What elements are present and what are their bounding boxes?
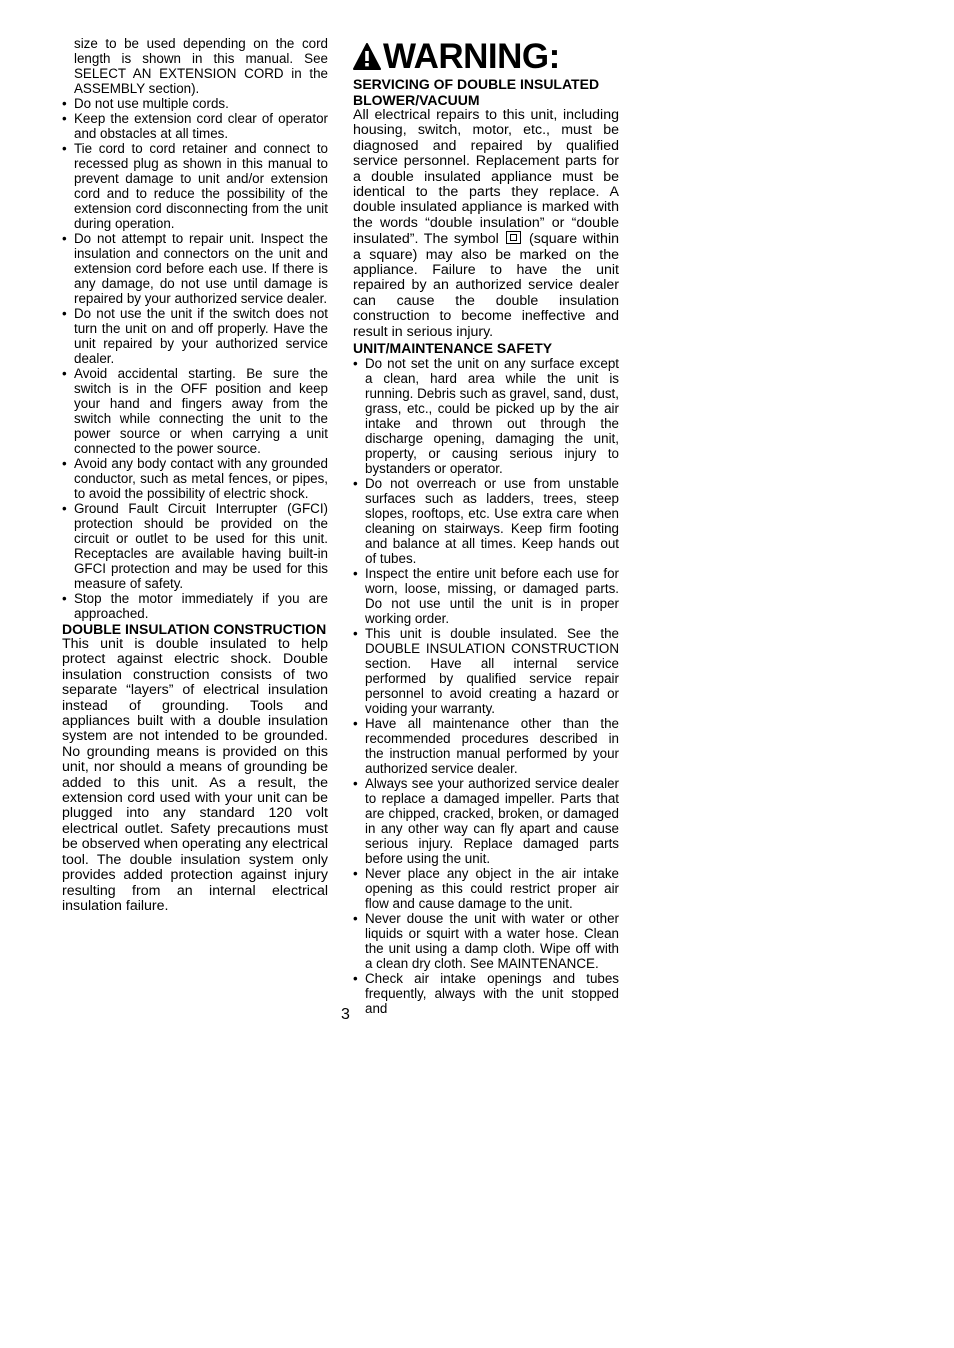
- list-item: • Inspect the entire unit before each use for worn, loose, missing, or damaged parts. Do not use until the unit is in proper working order.: [353, 566, 619, 626]
- right-column: [353, 36, 619, 1016]
- double-insulation-paragraph: This unit is double insulated to help protect against electric shock. Double insulation construction consists of two separate “layers” of electrical insulation instead of grounding. Tools and appliances built with a double insulation system are not intended to be grounded. No grounding means is provided on this unit, nor should a means of grounding be added to this unit. As a result, the extension cord used with your unit can be plugged into any standard 120 volt electrical outlet. Safety precautions must be observed when operating any electrical tool. The double insulation system only provides added protection against injury resulting from an internal electrical insulation failure.: [62, 636, 328, 914]
- list-item: • Do not use multiple cords.: [62, 96, 328, 111]
- list-item: • Have all maintenance other than the recommended procedures described in the instruction manual performed by your authorized service dealer.: [353, 716, 619, 776]
- list-item: • Check air intake openings and tubes frequently, always with the unit stopped and: [353, 971, 619, 1016]
- list-item: • Tie cord to cord retainer and connect to recessed plug as shown in this manual to prevent damage to unit and/or extension cord and to reduce the possibility of the extension cord disconnecting from the unit during operation.: [62, 141, 328, 231]
- list-item: • Never douse the unit with water or other liquids or squirt with a water hose. Clean the unit using a damp cloth. Wipe off with a clean dry cloth. See MAINTENANCE.: [353, 911, 619, 971]
- maintenance-bullet-list: [353, 356, 619, 1016]
- list-item: • Do not set the unit on any surface except a clean, hard area while the unit is running. Debris such as gravel, sand, dust, grass, etc., could be picked up by the air intake and thrown out through the discharge opening, damaging the unit, property, or causing serious injury to bystanders or operator.: [353, 356, 619, 476]
- warning-triangle-icon: [353, 43, 381, 71]
- list-item: • Do not use the unit if the switch does not turn the unit on and off properly. Have the unit repaired by your authorized service dealer.: [62, 306, 328, 366]
- list-item: • Do not attempt to repair unit. Inspect the insulation and connectors on the unit and extension cord before each use. If there is any damage, do not use until damage is repaired by your authorized service dealer.: [62, 231, 328, 306]
- list-item: • Stop the motor immediately if you are approached.: [62, 591, 328, 621]
- servicing-heading: SERVICING OF DOUBLE INSULATED BLOWER/VACUUM: [353, 76, 600, 108]
- maintenance-heading: UNIT/MAINTENANCE SAFETY: [353, 340, 553, 357]
- list-item: • This unit is double insulated. See the DOUBLE INSULATION CONSTRUCTION section. Have all internal service performed by qualified service repair personnel to avoid creating a hazard or voiding your warranty.: [353, 626, 619, 716]
- list-item: • Ground Fault Circuit Interrupter (GFCI) protection should be provided on the circuit or outlet to be used for this unit. Receptacles are available having built-in GFCI protection and may be used for this measure of safety.: [62, 501, 328, 591]
- list-item: • Always see your authorized service dealer to replace a damaged impeller. Parts that are chipped, cracked, broken, or damaged in any other way can fly apart and cause serious injury. Replace damaged parts before using the unit.: [353, 776, 619, 866]
- servicing-text-part1: All electrical repairs to this unit, including housing, switch, motor, etc., must be diagnosed and repaired by qualified service personnel. Replacement parts for a double insulated appliance must be identical to the parts they replace. A double insulated appliance is marked with the words “double insulation” or “double insulated”. The symbol: [353, 107, 619, 248]
- warning-title: WARNING:: [383, 37, 560, 76]
- page-number: 3: [341, 1006, 350, 1023]
- servicing-paragraph: [353, 108, 619, 340]
- list-item: • Keep the extension cord clear of operator and obstacles at all times.: [62, 111, 328, 141]
- double-insulation-symbol-icon: [506, 231, 521, 244]
- servicing-text-part2: (square within a square) may also be marked on the appliance. Failure to have the unit repaired by an authorized service dealer can cause the double insulation construction to become ineffective and result in serious injury.: [353, 231, 619, 340]
- warning-header: [353, 38, 619, 76]
- left-bullet-list: [62, 96, 328, 621]
- list-item: • Do not overreach or use from unstable surfaces such as ladders, trees, steep slopes, rooftops, etc. Use extra care when cleaning on stairways. Keep firm footing and balance at all times. Keep hands out of tubes.: [353, 476, 619, 566]
- list-item: • Avoid accidental starting. Be sure the switch is in the OFF position and keep your hand and fingers away from the switch while connecting the unit to the power source or when carrying a unit connected to the power source.: [62, 366, 328, 456]
- list-item: • Never place any object in the air intake opening as this could restrict proper air flow and cause damage to the unit.: [353, 866, 619, 911]
- left-column: [62, 36, 328, 914]
- continued-paragraph: size to be used depending on the cord length is shown in this manual. See SELECT AN EXTENSION CORD in the ASSEMBLY section).: [74, 36, 328, 96]
- double-insulation-heading: DOUBLE INSULATION CONSTRUCTION: [62, 621, 327, 637]
- list-item: • Avoid any body contact with any grounded conductor, such as metal fences, or pipes, to avoid the possibility of electric shock.: [62, 456, 328, 501]
